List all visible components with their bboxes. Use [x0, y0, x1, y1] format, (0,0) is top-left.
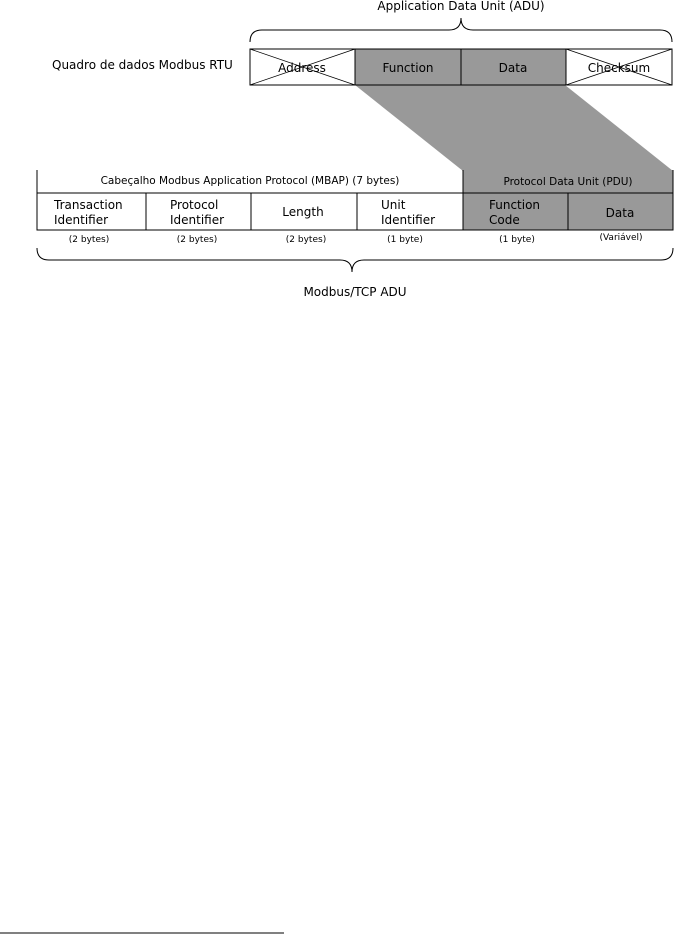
pdu-header [463, 170, 673, 193]
tcp-field-label-line2: Identifier [170, 213, 225, 227]
tcp-field-protocol-identifier [146, 193, 251, 230]
rtu-field-address [250, 49, 355, 85]
rtu-field-function [355, 49, 461, 85]
tcp-field-unit-identifier [357, 193, 463, 230]
adu-brace-top [250, 18, 672, 42]
tcp-field-label-line2: Identifier [381, 213, 436, 227]
tcp-field-label-line1: Length [282, 205, 324, 219]
tcp-field-label-line1: Function [489, 198, 541, 212]
tcp-field-label-line2: Identifier [54, 213, 109, 227]
tcp-field-data [568, 193, 673, 230]
rtu-field-data [461, 49, 566, 85]
tcp-field-function-code [463, 193, 568, 230]
tcp-field-length [251, 193, 357, 230]
pdu-projection [355, 85, 673, 171]
tcp-field-transaction-identifier [37, 193, 146, 230]
mbap-header [37, 170, 399, 193]
rtu-field-function-label: Function [382, 61, 434, 75]
tcp-field-label-line1: Transaction [54, 198, 123, 212]
tcp-adu-brace-bottom [37, 248, 673, 272]
tcp-field-size: (Variável) [599, 233, 643, 243]
rtu-field-address-label: Address [278, 61, 326, 75]
tcp-field-size: (1 byte) [499, 235, 535, 245]
tcp-field-size: (2 bytes) [176, 235, 218, 245]
tcp-field-size: (2 bytes) [68, 235, 110, 245]
rtu-field-checksum-label: Checksum [587, 61, 651, 75]
rtu-row-label: Quadro de dados Modbus RTU [52, 58, 233, 72]
tcp-field-label-line1: Protocol [170, 198, 219, 212]
adu-label: Application Data Unit (ADU) [377, 0, 545, 13]
mbap-label: Cabeçalho Modbus Application Protocol (MBAP) (7 bytes) [100, 175, 400, 187]
pdu-label: Protocol Data Unit (PDU) [503, 176, 633, 188]
rtu-field-data-label: Data [498, 61, 528, 75]
tcp-adu-label: Modbus/TCP ADU [303, 285, 407, 299]
tcp-field-label-line2: Code [489, 213, 520, 227]
tcp-field-size: (1 byte) [387, 235, 423, 245]
rtu-field-checksum [566, 49, 672, 85]
tcp-field-size: (2 bytes) [285, 235, 327, 245]
tcp-field-label-line1: Data [605, 206, 635, 220]
tcp-field-label-line1: Unit [381, 198, 406, 212]
